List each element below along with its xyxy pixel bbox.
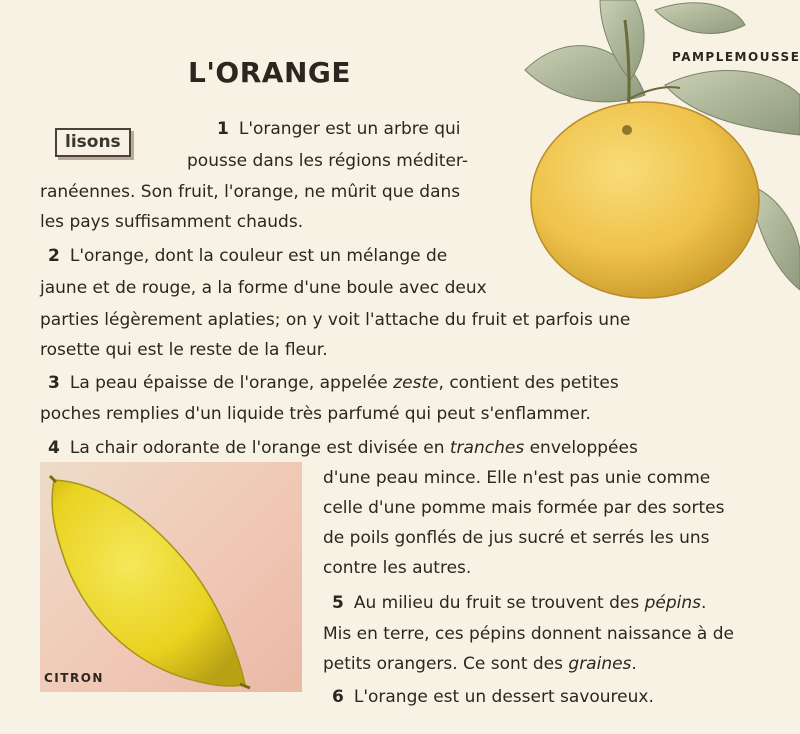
- paragraph-2-line-4: rosette qui est le reste de la fleur.: [40, 340, 328, 360]
- paragraph-text: L'oranger est un arbre qui: [238, 119, 461, 139]
- page-title: L'ORANGE: [188, 56, 351, 89]
- paragraph-4-line-5: contre les autres.: [323, 558, 472, 578]
- lemon-caption: CITRON: [44, 671, 104, 685]
- lemon-illustration: [40, 462, 302, 692]
- grapefruit-caption: PAMPLEMOUSSE: [672, 50, 800, 64]
- paragraph-2-line-1: [48, 245, 447, 267]
- paragraph-1-line-1: [217, 118, 527, 140]
- paragraph-1-line-2: pousse dans les régions méditer-: [187, 151, 468, 171]
- paragraph-text: La chair odorante de l'orange est divisée en: [69, 438, 450, 458]
- paragraph-number: 3: [48, 373, 60, 393]
- paragraph-4-line-2: d'une peau mince. Elle n'est pas unie comme: [323, 468, 711, 488]
- paragraph-number: 4: [48, 438, 60, 458]
- paragraph-text: Au milieu du fruit se trouvent des: [353, 593, 645, 613]
- paragraph-text: L'orange, dont la couleur est un mélange de: [69, 246, 448, 266]
- paragraph-6-line-1: [332, 686, 654, 708]
- paragraph-5-line-1: [332, 592, 706, 614]
- paragraph-text: .: [631, 654, 637, 674]
- lisons-tag: lisons: [55, 128, 131, 157]
- paragraph-4-line-4: de poils gonflés de jus sucré et serrés les uns: [323, 528, 710, 548]
- paragraph-number: 6: [332, 687, 344, 707]
- paragraph-2-line-3: parties légèrement aplaties; on y voit l'attache du fruit et parfois une: [40, 310, 631, 330]
- paragraph-4-line-1: [48, 437, 638, 459]
- paragraph-text: L'orange est un dessert savoureux.: [353, 687, 654, 707]
- paragraph-number: 5: [332, 593, 344, 613]
- paragraph-4-line-3: celle d'une pomme mais formée par des sortes: [323, 498, 725, 518]
- paragraph-text: , contient des petites: [438, 373, 619, 393]
- paragraph-text: enveloppées: [524, 438, 638, 458]
- italic-term: zeste: [393, 373, 439, 393]
- italic-term: pépins: [644, 593, 701, 613]
- paragraph-text: La peau épaisse de l'orange, appelée: [69, 373, 394, 393]
- paragraph-1-line-4: les pays suffisamment chauds.: [40, 212, 304, 232]
- paragraph-number: 1: [217, 119, 229, 139]
- paragraph-5-line-2: Mis en terre, ces pépins donnent naissance à de: [323, 624, 734, 644]
- italic-term: tranches: [449, 438, 525, 458]
- paragraph-text: .: [701, 593, 707, 613]
- paragraph-5-line-3: [323, 653, 637, 675]
- grapefruit-illustration: [505, 0, 800, 300]
- paragraph-number: 2: [48, 246, 60, 266]
- paragraph-text: petits orangers. Ce sont des: [323, 654, 569, 674]
- lemon-illustration-frame: [40, 462, 302, 692]
- paragraph-3-line-1: [48, 372, 619, 394]
- paragraph-3-line-2: poches remplies d'un liquide très parfumé qui peut s'enflammer.: [40, 404, 591, 424]
- paragraph-1-line-3: ranéennes. Son fruit, l'orange, ne mûrit que dans: [40, 182, 461, 202]
- italic-term: graines: [568, 654, 632, 674]
- paragraph-2-line-2: jaune et de rouge, a la forme d'une boule avec deux: [40, 278, 487, 298]
